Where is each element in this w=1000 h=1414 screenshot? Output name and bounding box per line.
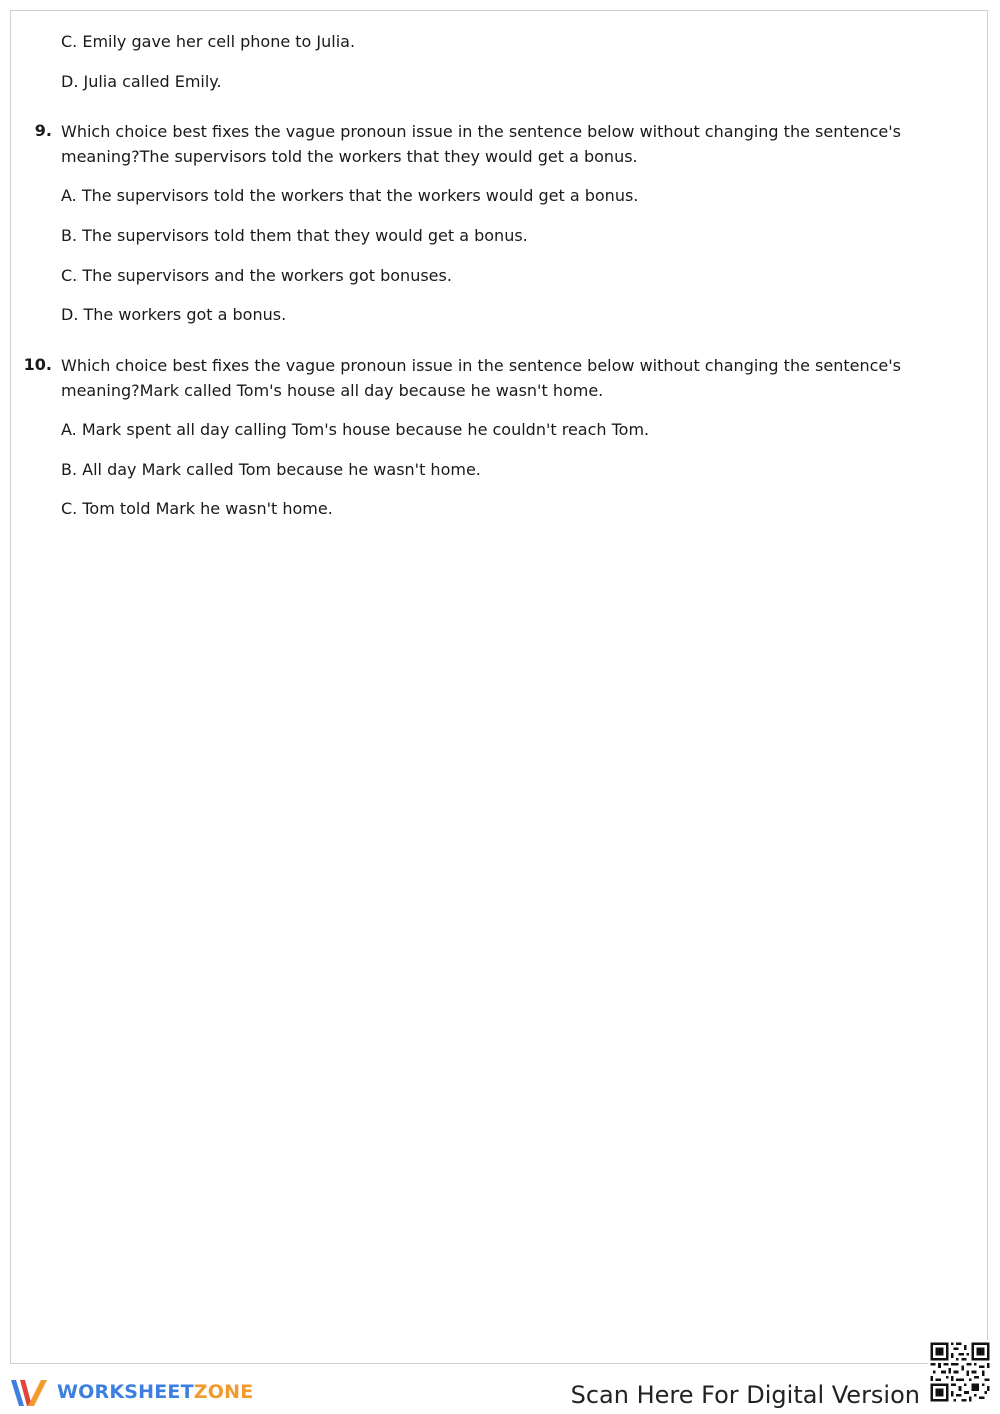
page-footer: [0, 1364, 1000, 1414]
logo-word-zone: ZONE: [193, 1381, 254, 1403]
q10-option-c: C. Tom told Mark he wasn't home.: [61, 499, 333, 518]
option-prev-c: C. Emily gave her cell phone to Julia.: [61, 32, 356, 51]
qr-code-icon[interactable]: [928, 1340, 992, 1404]
worksheetzone-logo-icon[interactable]: [10, 1377, 50, 1409]
q10-option-b: B. All day Mark called Tom because he wasn't home.: [61, 460, 481, 479]
logo-wordmark[interactable]: [57, 1381, 253, 1403]
logo-word-worksheet: WORKSHEET: [57, 1381, 194, 1403]
page-frame: [10, 10, 988, 1364]
question-number-10: 10.: [23, 355, 52, 374]
question-prompt-9: Which choice best fixes the vague pronoun issue in the sentence below without changing the sentence's meaning?The supervisors told the workers that they would get a bonus.: [61, 122, 901, 166]
q9-option-b: B. The supervisors told them that they would get a bonus.: [61, 226, 528, 245]
q9-option-c: C. The supervisors and the workers got bonuses.: [61, 266, 452, 285]
q10-option-a: A. Mark spent all day calling Tom's house because he couldn't reach Tom.: [61, 420, 650, 439]
scan-here-label: Scan Here For Digital Version: [570, 1381, 920, 1409]
q9-option-d: D. The workers got a bonus.: [61, 305, 287, 324]
question-prompt-10: Which choice best fixes the vague pronoun issue in the sentence below without changing the sentence's meaning?Mark called Tom's house all day because he wasn't home.: [61, 356, 901, 400]
q9-option-a: A. The supervisors told the workers that the workers would get a bonus.: [61, 186, 639, 205]
option-prev-d: D. Julia called Emily.: [61, 72, 222, 91]
question-number-9: 9.: [34, 121, 52, 140]
